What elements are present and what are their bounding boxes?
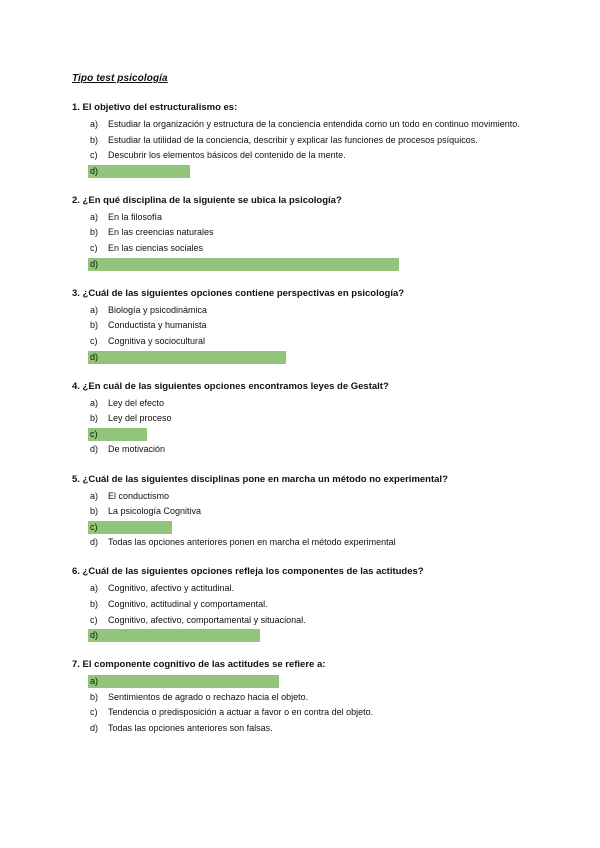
option-letter: b) xyxy=(90,691,99,702)
option-text: En las creencias naturales xyxy=(108,227,214,238)
correct-answer-highlight xyxy=(88,165,190,178)
options-list xyxy=(72,117,532,179)
correct-option xyxy=(72,628,532,644)
option xyxy=(72,489,532,505)
options-list xyxy=(72,210,532,272)
option-text: Cognitivo, actitudinal y comportamental. xyxy=(108,598,268,609)
option-letter: a) xyxy=(90,119,99,129)
option-letter: b) xyxy=(90,227,99,238)
option-text: La psicología Cognitiva xyxy=(108,506,202,517)
option-text: Tendencia o predisposición a actuar a favor o en contra del objeto. xyxy=(108,707,374,718)
option-text: El conductismo xyxy=(108,490,170,501)
option-letter: d) xyxy=(90,444,99,455)
option-letter: b) xyxy=(90,134,99,145)
option-letter: c) xyxy=(90,150,98,161)
question-4 xyxy=(72,380,532,458)
option xyxy=(72,117,532,133)
option xyxy=(72,334,532,350)
options-list xyxy=(72,396,532,458)
option-text: Conductista y humanista xyxy=(108,320,207,331)
question-5 xyxy=(72,473,532,551)
option xyxy=(72,613,532,629)
options-list xyxy=(72,581,532,643)
option xyxy=(72,581,532,597)
option-text: Sentimientos de agrado o rechazo hacia el objeto. xyxy=(108,691,309,702)
option-text: Ley del proceso xyxy=(108,413,172,424)
correct-option xyxy=(72,164,532,180)
option xyxy=(72,133,532,149)
options-list xyxy=(72,303,532,365)
question-1 xyxy=(72,101,532,179)
question-6 xyxy=(72,565,532,643)
option-letter: c) xyxy=(90,428,98,439)
option-text: De motivación xyxy=(108,444,166,455)
option xyxy=(72,690,532,706)
correct-answer-highlight xyxy=(88,675,279,688)
option-text: Todas las opciones anteriores son falsas. xyxy=(108,723,273,734)
option-text: Ley del efecto xyxy=(108,397,165,408)
question-text: 1. El objetivo del estructuralismo es: xyxy=(72,102,238,113)
option-text: Estudiar la utilidad de la conciencia, describir y explicar las funciones de procesos psíquicos. xyxy=(108,134,478,145)
option-text: Biología y psicodinámica xyxy=(108,304,208,315)
option-letter: c) xyxy=(90,243,98,254)
question-text: 7. El componente cognitivo de las actitudes se refiere a: xyxy=(72,659,326,671)
correct-answer-highlight xyxy=(88,629,260,642)
option-letter: a) xyxy=(90,304,99,315)
option xyxy=(72,705,532,721)
option xyxy=(72,442,532,458)
option xyxy=(72,241,532,257)
correct-answer-highlight xyxy=(88,521,172,534)
option-letter: c) xyxy=(90,335,98,346)
option-letter: d) xyxy=(90,258,99,269)
question-text: 4. ¿En cuál de las siguientes opciones encontramos leyes de Gestalt? xyxy=(72,380,389,392)
option xyxy=(72,396,532,412)
option-letter: d) xyxy=(90,723,99,734)
option-text: Cognitivo, afectivo, comportamental y situacional. xyxy=(108,614,306,625)
question-text: 3. ¿Cuál de las siguientes opciones contiene perspectivas en psicología? xyxy=(72,287,405,299)
option-letter: a) xyxy=(90,676,99,687)
question-text: 6. ¿Cuál de las siguientes opciones refleja los componentes de las actitudes? xyxy=(72,566,424,578)
option-text: Estudiar la organización y estructura de la conciencia entendida como un todo en continuo movimiento. xyxy=(108,119,520,129)
option-text: En la filosofía xyxy=(108,211,163,222)
correct-option xyxy=(72,674,532,690)
correct-option xyxy=(72,350,532,366)
option-letter: c) xyxy=(90,614,98,625)
option-letter: a) xyxy=(90,211,99,222)
option-letter: d) xyxy=(90,165,99,176)
question-7 xyxy=(72,658,532,736)
option-text: Cognitivo, afectivo y actitudinal. xyxy=(108,583,235,594)
option-letter: a) xyxy=(90,397,99,408)
question-list xyxy=(72,101,532,751)
option-letter: d) xyxy=(90,630,99,641)
option-letter: c) xyxy=(90,521,98,532)
document-title: Tipo test psicología xyxy=(72,73,168,84)
option-letter: d) xyxy=(90,351,99,362)
question-2 xyxy=(72,194,532,272)
option xyxy=(72,721,532,737)
option xyxy=(72,148,532,164)
question-3 xyxy=(72,287,532,365)
correct-answer-highlight xyxy=(88,351,286,364)
option-text: Descubrir los elementos básicos del contenido de la mente. xyxy=(108,150,346,161)
correct-option xyxy=(72,520,532,536)
option-letter: b) xyxy=(90,320,99,331)
option-letter: a) xyxy=(90,490,99,501)
option-text: En las ciencias sociales xyxy=(108,243,204,254)
option xyxy=(72,210,532,226)
option xyxy=(72,225,532,241)
options-list xyxy=(72,674,532,736)
correct-option xyxy=(72,257,532,273)
option xyxy=(72,597,532,613)
option-letter: c) xyxy=(90,707,98,718)
option xyxy=(72,411,532,427)
option-letter: b) xyxy=(90,598,99,609)
option xyxy=(72,303,532,319)
option-text: Cognitiva y sociocultural xyxy=(108,335,206,346)
option-letter: b) xyxy=(90,506,99,517)
option-letter: b) xyxy=(90,413,99,424)
option xyxy=(72,535,532,551)
option-letter: d) xyxy=(90,537,99,548)
option xyxy=(72,504,532,520)
question-text: 5. ¿Cuál de las siguientes disciplinas pone en marcha un método no experimental? xyxy=(72,473,448,485)
question-text: 2. ¿En qué disciplina de la siguiente se ubica la psicología? xyxy=(72,194,342,206)
option-letter: a) xyxy=(90,583,99,594)
correct-option xyxy=(72,427,532,443)
option xyxy=(72,318,532,334)
options-list xyxy=(72,489,532,551)
option-text: Todas las opciones anteriores ponen en marcha el método experimental xyxy=(108,537,396,548)
correct-answer-highlight xyxy=(88,258,399,271)
